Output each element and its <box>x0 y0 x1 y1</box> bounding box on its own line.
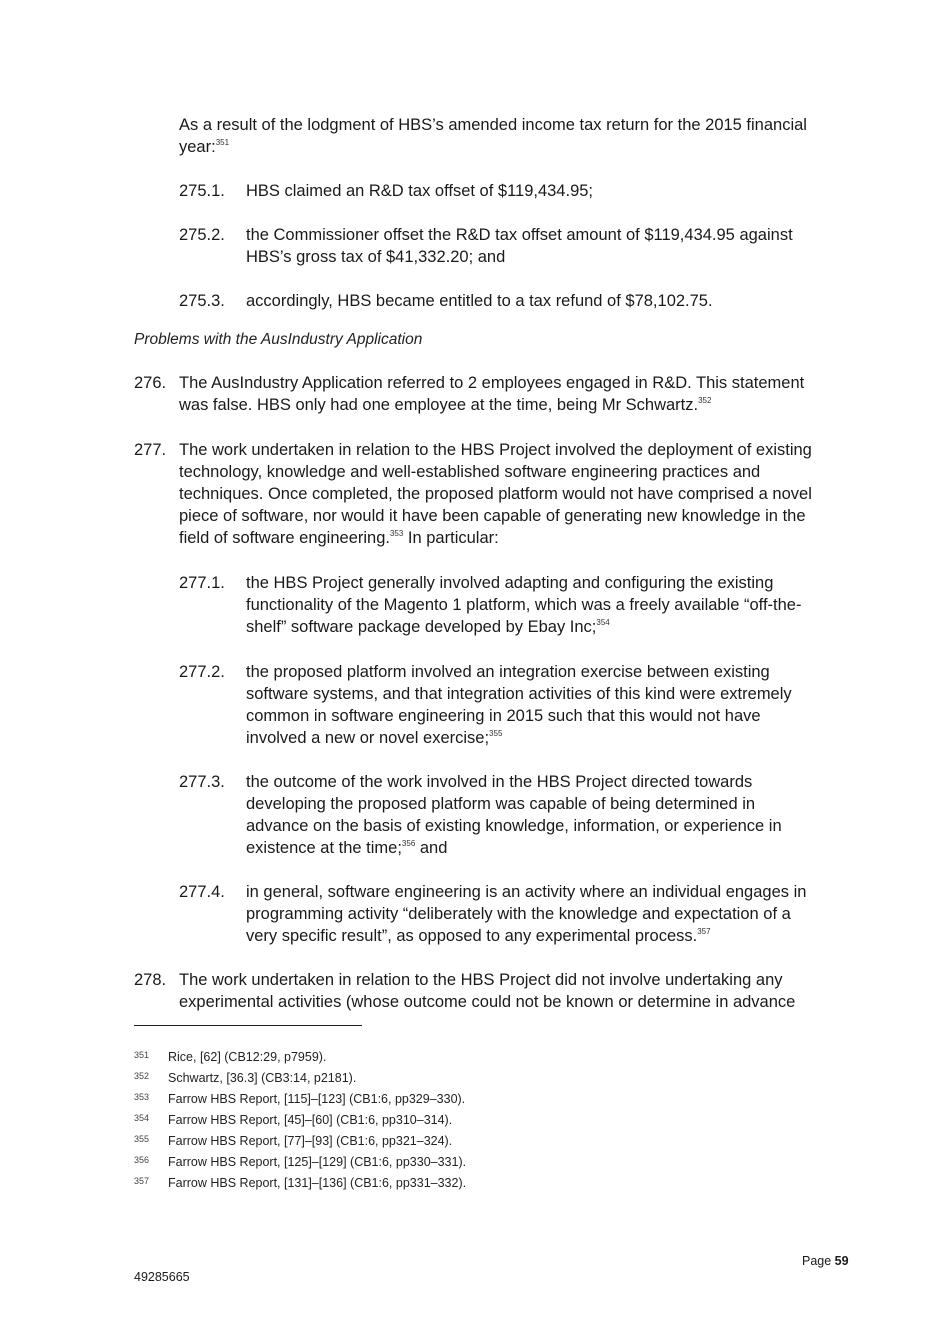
paragraph-line: techniques. Once completed, the proposed platform would not have comprised a novel <box>179 485 812 503</box>
subparagraph-line: advance on the basis of existing knowledge, information, or experience in <box>246 817 782 835</box>
footnote-ref[interactable]: 355 <box>489 729 503 738</box>
footnote-356 <box>134 1154 734 1170</box>
footnote-text: Farrow HBS Report, [45]–[60] (CB1:6, pp310–314). <box>168 1113 453 1127</box>
subparagraph-text: HBS claimed an R&D tax offset of $119,434.95; <box>246 182 594 200</box>
subparagraph-line: existence at the time;$^{356}$ and <box>246 839 448 857</box>
footnote-ref[interactable]: 356 <box>401 839 416 848</box>
paragraph-line: piece of software, nor would it have been capable of generating new knowledge in the <box>179 507 806 525</box>
section-heading: Problems with the AusIndustry Application <box>134 331 423 348</box>
footnote-354 <box>134 1112 734 1128</box>
footnote-351 <box>134 1049 734 1065</box>
footnote-353 <box>134 1091 734 1107</box>
paragraph-number: 278. <box>134 971 167 989</box>
paragraph-line: The AusIndustry Application referred to 2 employees engaged in R&D. This statement <box>179 374 805 392</box>
footnote-355 <box>134 1133 734 1149</box>
footnote-text: Farrow HBS Report, [77]–[93] (CB1:6, pp321–324). <box>168 1134 453 1148</box>
paragraph-line: technology, knowledge and well-established software engineering practices and <box>179 463 761 481</box>
footnote-separator <box>134 1025 362 1026</box>
subparagraph-line: involved a new or novel exercise;$^{355}$ <box>246 729 503 747</box>
subparagraph-line: the outcome of the work involved in the HBS Project directed towards <box>246 773 753 791</box>
paragraph-line: The work undertaken in relation to the HBS Project involved the deployment of existing <box>179 441 812 459</box>
footnote-number: 356 <box>134 1155 150 1165</box>
footnote-number: 352 <box>134 1071 150 1081</box>
subparagraph-text: accordingly, HBS became entitled to a tax refund of $78,102.75. <box>246 292 713 310</box>
footnote-352 <box>134 1070 734 1086</box>
paragraph-line: was false. HBS only had one employee at the time, being Mr Schwartz.$^{352}$ <box>179 396 712 414</box>
subparagraph-line: in general, software engineering is an activity where an individual engages in <box>246 883 807 901</box>
footnote-ref[interactable]: 353 <box>389 529 404 538</box>
document-id: 49285665 <box>134 1270 190 1284</box>
paragraph-line: experimental activities (whose outcome could not be known or determine in advance <box>179 993 796 1011</box>
paragraph-line: The work undertaken in relation to the HBS Project did not involve undertaking any <box>179 971 783 989</box>
footnote-number: 354 <box>134 1113 150 1123</box>
subparagraph-number: 275.1. <box>179 182 225 200</box>
intro-line-2: year:$^{351}$ <box>179 138 230 156</box>
footnote-text: Farrow HBS Report, [131]–[136] (CB1:6, pp331–332). <box>168 1176 467 1190</box>
subparagraph-number: 277.1. <box>179 574 225 592</box>
subparagraph-number: 277.4. <box>179 883 225 901</box>
footnote-number: 357 <box>134 1176 150 1186</box>
intro-line-1: As a result of the lodgment of HBS’s amended income tax return for the 2015 financial <box>179 116 807 134</box>
page-number-label: Page 59 <box>802 1254 849 1268</box>
subparagraph-line: programming activity “deliberately with the knowledge and expectation of a <box>246 905 791 923</box>
subparagraph-line: common in software engineering in 2015 such that this would not have <box>246 707 761 725</box>
subparagraph-line: HBS’s gross tax of $41,332.20; and <box>246 248 506 266</box>
footnote-ref[interactable]: 352 <box>698 396 712 405</box>
intro-paragraph <box>179 114 879 158</box>
footnote-number: 351 <box>134 1050 150 1060</box>
subparagraph-line: very specific result”, as opposed to any experimental process.$^{357}$ <box>246 927 711 945</box>
footnote-ref[interactable]: 354 <box>596 618 610 627</box>
page-number: 59 <box>834 1254 849 1268</box>
subparagraph-line: the HBS Project generally involved adapting and configuring the existing <box>246 574 774 592</box>
subparagraph-line: developing the proposed platform was capable of being determined in <box>246 795 756 813</box>
subparagraph-line: the Commissioner offset the R&D tax offset amount of $119,434.95 against <box>246 226 793 244</box>
paragraph-number: 276. <box>134 374 167 392</box>
footnote-ref[interactable]: 351 <box>215 138 230 147</box>
subparagraph-number: 277.2. <box>179 663 225 681</box>
footnote-357 <box>134 1175 734 1191</box>
subparagraph-number: 275.2. <box>179 226 225 244</box>
subparagraph-number: 277.3. <box>179 773 225 791</box>
subparagraph-line: software systems, and that integration activities of this kind were extremely <box>246 685 792 703</box>
footnote-number: 353 <box>134 1092 150 1102</box>
paragraph-line: field of software engineering.$^{353}$ In particular: <box>179 529 499 547</box>
footnote-text: Rice, [62] (CB12:29, p7959). <box>168 1050 327 1064</box>
footnote-number: 355 <box>134 1134 150 1144</box>
subparagraph-number: 275.3. <box>179 292 225 310</box>
footnote-text: Farrow HBS Report, [125]–[129] (CB1:6, pp330–331). <box>168 1155 467 1169</box>
footnote-ref[interactable]: 357 <box>697 927 711 936</box>
footnote-text: Schwartz, [36.3] (CB3:14, p2181). <box>168 1071 357 1085</box>
subparagraph-line: the proposed platform involved an integration exercise between existing <box>246 663 770 681</box>
subparagraph-line: shelf” software package developed by Ebay Inc;$^{354}$ <box>246 618 610 636</box>
footnote-text: Farrow HBS Report, [115]–[123] (CB1:6, pp329–330). <box>168 1092 466 1106</box>
subparagraph-line: functionality of the Magento 1 platform, which was a freely available “off-the- <box>246 596 802 614</box>
paragraph-number: 277. <box>134 441 167 459</box>
